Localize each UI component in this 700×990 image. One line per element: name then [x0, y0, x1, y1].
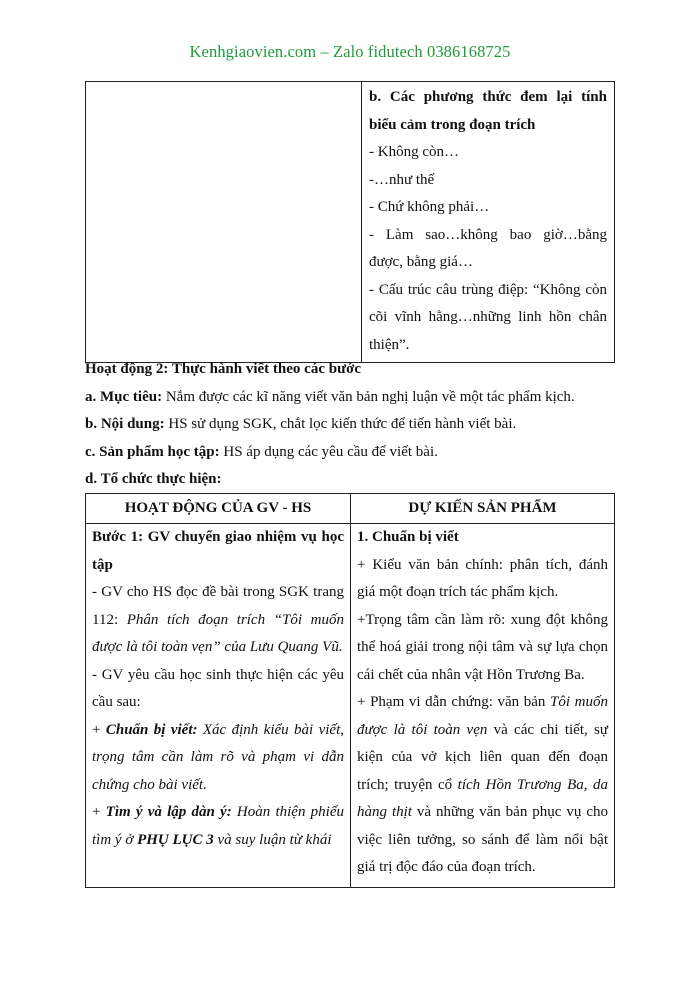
task-requirements: - GV yêu cầu học sinh thực hiện các yêu cầu sau:	[92, 666, 344, 710]
activity-table	[85, 493, 615, 888]
product-heading: 1. Chuẩn bị viết	[357, 529, 459, 545]
table-cell-products	[351, 524, 615, 888]
objective-line	[85, 384, 615, 412]
line-label: c. Sản phẩm học tập:	[85, 443, 220, 460]
table-cell-expression-methods	[362, 82, 615, 363]
step-title: Bước 1: GV chuyển giao nhiệm vụ học tập	[92, 529, 344, 573]
table-cell-empty	[86, 82, 362, 363]
table-cell-tasks	[86, 524, 351, 888]
line-label: b. Nội dung:	[85, 416, 165, 432]
task-prepare: + Chuẩn bị viết: Xác định kiểu bài viết, trọng tâm cần làm rõ và phạm vi dẫn chứng cho bài viết.	[92, 721, 344, 793]
line-text: HS sử dụng SGK, chắt lọc kiến thức để tiến hành viết bài.	[164, 416, 517, 432]
list-item: - Không còn…	[369, 144, 459, 160]
header-teacher-student: HOẠT ĐỘNG CỦA GV - HS	[86, 494, 351, 524]
task-read-prompt: - GV cho HS đọc đề bài trong SGK trang 112: Phân tích đoạn trích “Tôi muốn được là tôi toàn vẹn” của Lưu Quang Vũ.	[92, 584, 344, 655]
product-item: + Kiểu văn bản chính: phân tích, đánh giá một đoạn trích tác phẩm kịch.	[357, 556, 608, 600]
line-text: HS áp dụng các yêu cầu để viết bài.	[219, 443, 438, 460]
header-expected-product: DỰ KIẾN SẢN PHẨM	[351, 494, 615, 524]
list-item: -…như thế	[369, 171, 435, 188]
list-item: - Cấu trúc câu trùng điệp: “Không còn cõi vĩnh hằng…những linh hồn chân thiện”.	[369, 281, 607, 353]
line-label: d. Tổ chức thực hiện:	[85, 471, 222, 487]
list-item: - Chứ không phải…	[369, 199, 490, 215]
cell-heading: b. Các phương thức đem lại tính biểu cảm trong đoạn trích	[369, 89, 607, 133]
organization-line	[85, 466, 615, 494]
line-text: Nắm được các kĩ năng viết văn bản nghị luận về một tác phẩm kịch.	[162, 388, 575, 405]
list-item: - Làm sao…không bao giờ…bằng được, bằng giá…	[369, 226, 607, 270]
product-item: +Trọng tâm cần làm rõ: xung đột không thể hoá giải trong nội tâm và sự lựa chọn cái chết của nhân vật Hồn Trương Ba.	[357, 611, 608, 683]
product-line	[85, 439, 615, 467]
product-item: + Phạm vi dẫn chứng: văn bản Tôi muốn được là tôi toàn vẹn và các chi tiết, sự kiện của vở kịch liên quan đến đoạn trích; truyện cổ tích Hồn Trương Ba, da hàng thịt và những văn bản phục vụ cho việc liên tưởng, so sánh để làm nổi bật giá trị độc đáo của đoạn trích.	[357, 694, 608, 875]
activity-section	[85, 356, 615, 494]
content-line	[85, 411, 615, 439]
table-continued	[85, 81, 615, 363]
page-header: Kenhgiaovien.com – Zalo fidutech 0386168725	[189, 42, 511, 61]
task-outline: + Tìm ý và lập dàn ý: Hoàn thiện phiếu tìm ý ở PHỤ LỤC 3 và suy luận từ khái	[92, 804, 344, 848]
line-label: a. Mục tiêu:	[85, 388, 163, 405]
activity-title: Hoạt động 2: Thực hành viết theo các bước	[85, 361, 362, 377]
